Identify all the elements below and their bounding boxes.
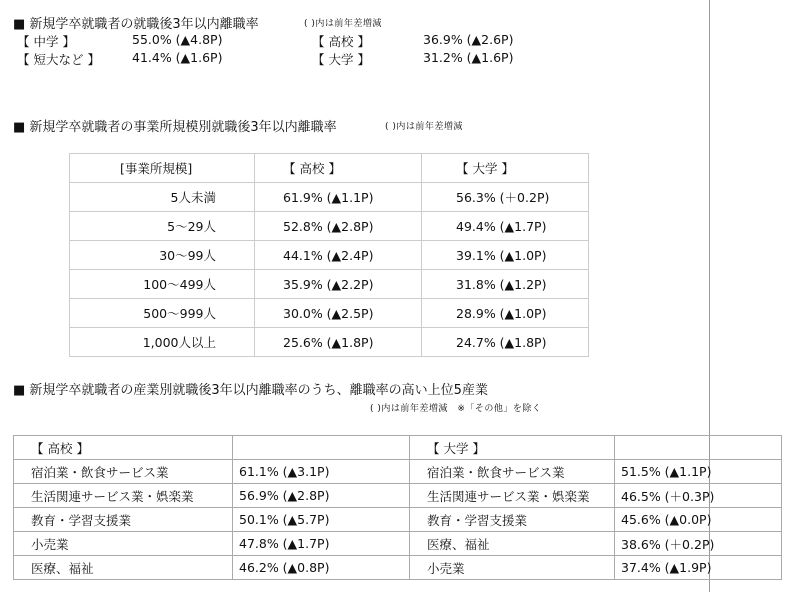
table-row — [70, 328, 589, 357]
high-school-rate: 25.6% (▲1.8P) — [255, 328, 422, 357]
size-label: 5～29人 — [70, 212, 255, 241]
university-rate: 39.1% (▲1.0P) — [422, 241, 589, 270]
s1-label-middle-school: 【 中学 】 — [17, 34, 75, 49]
header-university-value — [615, 436, 782, 460]
s1-value-high-school: 36.9% (▲2.6P) — [423, 32, 514, 47]
table-header-row — [14, 436, 782, 460]
s1-label-university: 【 大学 】 — [312, 52, 370, 67]
section2-title: ■ 新規学卒就職者の事業所規模別就職後3年以内離職率 — [13, 120, 337, 135]
university-industry: 生活関連サービス業・娯楽業 — [410, 484, 615, 508]
table-row — [70, 299, 589, 328]
table-row — [14, 508, 782, 532]
high-school-rate: 44.1% (▲2.4P) — [255, 241, 422, 270]
header-high-school: 【 高校 】 — [14, 436, 233, 460]
high-school-industry: 教育・学習支援業 — [14, 508, 233, 532]
university-rate: 28.9% (▲1.0P) — [422, 299, 589, 328]
high-school-rate: 61.1% (▲3.1P) — [233, 460, 410, 484]
table-row — [70, 241, 589, 270]
university-rate: 49.4% (▲1.7P) — [422, 212, 589, 241]
university-rate: 45.6% (▲0.0P) — [615, 508, 782, 532]
high-school-rate: 30.0% (▲2.5P) — [255, 299, 422, 328]
table-row — [14, 484, 782, 508]
table-row — [14, 532, 782, 556]
header-university: 【 大学 】 — [410, 436, 615, 460]
s1-label-high-school: 【 高校 】 — [312, 34, 370, 49]
high-school-industry: 生活関連サービス業・娯楽業 — [14, 484, 233, 508]
university-rate: 38.6% (＋0.2P) — [615, 532, 782, 556]
section3-note: ( )内は前年差増減 ※「その他」を除く — [370, 404, 542, 414]
university-rate: 51.5% (▲1.1P) — [615, 460, 782, 484]
table-row — [70, 212, 589, 241]
size-label: 500～999人 — [70, 299, 255, 328]
table-row — [14, 556, 782, 580]
s1-value-university: 31.2% (▲1.6P) — [423, 50, 514, 65]
university-industry: 小売業 — [410, 556, 615, 580]
table-row — [70, 183, 589, 212]
university-rate: 37.4% (▲1.9P) — [615, 556, 782, 580]
size-label: 100～499人 — [70, 270, 255, 299]
header-high-school: 【 高校 】 — [255, 154, 422, 183]
table-row — [14, 460, 782, 484]
section3-title: ■ 新規学卒就職者の産業別就職後3年以内離職率のうち、離職率の高い上位5産業 — [13, 383, 488, 398]
high-school-rate: 56.9% (▲2.8P) — [233, 484, 410, 508]
header-size: [事業所規模] — [70, 154, 255, 183]
high-school-industry: 医療、福祉 — [14, 556, 233, 580]
s1-value-junior-college: 41.4% (▲1.6P) — [132, 50, 223, 65]
header-high-school-value — [233, 436, 410, 460]
university-rate: 56.3% (＋0.2P) — [422, 183, 589, 212]
s1-label-junior-college: 【 短大など 】 — [17, 52, 100, 67]
high-school-rate: 35.9% (▲2.2P) — [255, 270, 422, 299]
high-school-industry: 小売業 — [14, 532, 233, 556]
size-table — [69, 153, 589, 357]
table-header-row — [70, 154, 589, 183]
high-school-rate: 61.9% (▲1.1P) — [255, 183, 422, 212]
university-industry: 医療、福祉 — [410, 532, 615, 556]
size-label: 5人未満 — [70, 183, 255, 212]
size-label: 1,000人以上 — [70, 328, 255, 357]
high-school-rate: 46.2% (▲0.8P) — [233, 556, 410, 580]
section2-note: ( )内は前年差増減 — [385, 122, 463, 132]
high-school-industry: 宿泊業・飲食サービス業 — [14, 460, 233, 484]
university-industry: 宿泊業・飲食サービス業 — [410, 460, 615, 484]
high-school-rate: 47.8% (▲1.7P) — [233, 532, 410, 556]
university-industry: 教育・学習支援業 — [410, 508, 615, 532]
header-university: 【 大学 】 — [422, 154, 589, 183]
section1-note: ( )内は前年差増減 — [304, 19, 382, 29]
s1-value-middle-school: 55.0% (▲4.8P) — [132, 32, 223, 47]
high-school-rate: 52.8% (▲2.8P) — [255, 212, 422, 241]
university-rate: 31.8% (▲1.2P) — [422, 270, 589, 299]
high-school-rate: 50.1% (▲5.7P) — [233, 508, 410, 532]
university-rate: 46.5% (＋0.3P) — [615, 484, 782, 508]
industry-table — [13, 435, 782, 580]
size-label: 30～99人 — [70, 241, 255, 270]
university-rate: 24.7% (▲1.8P) — [422, 328, 589, 357]
section1-title: ■ 新規学卒就職者の就職後3年以内離職率 — [13, 17, 259, 32]
table-row — [70, 270, 589, 299]
